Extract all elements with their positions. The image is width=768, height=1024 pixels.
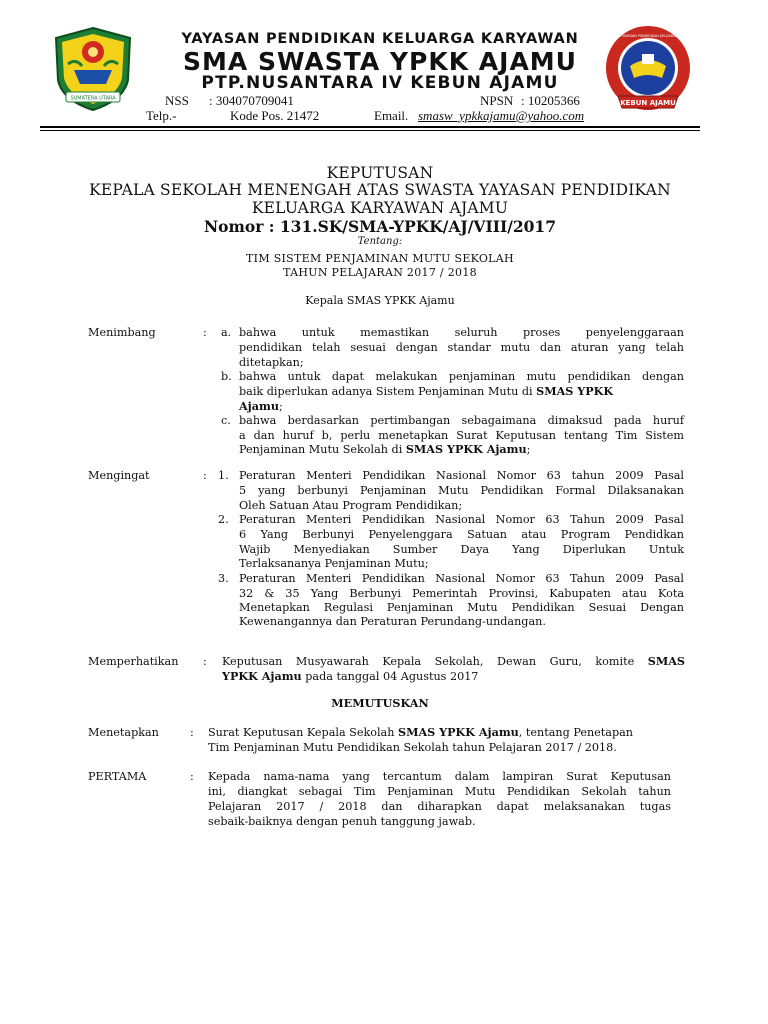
principal-title: Kepala SMAS YPKK Ajamu: [305, 294, 455, 307]
email-link[interactable]: smasw_ypkkajamu@yahoo.com: [418, 108, 585, 123]
provincial-emblem-logo: [46, 22, 140, 114]
left-logo-banner: SUMATERA UTARA: [70, 95, 116, 102]
memperhatikan-line1-text: Keputusan Musyawarah Kepala Sekolah, Dewan Guru, komite: [222, 655, 648, 668]
mengingat-2-line4: Terlaksananya Penjaminan Mutu;: [239, 557, 429, 570]
school-name: SMA SWASTA YPKK AJAMU: [183, 47, 577, 76]
menetapkan-line1a: Surat Keputusan Kepala Sekolah: [208, 726, 398, 739]
pertama-line3: Pelajaran 2017 / 2018 dan diharapkan dapat melaksanakan tugas: [208, 800, 671, 813]
letterhead-thick-rule: [40, 126, 700, 128]
menimbang-b-line3: [239, 399, 283, 414]
mengingat-2-line1: Peraturan Menteri Pendidikan Nasional Nomor 63 Tahun 2009 Pasal: [239, 513, 684, 526]
menimbang-marker-b: b.: [221, 370, 232, 383]
memperhatikan-smas-bold: SMAS: [647, 654, 685, 668]
menimbang-c-semicolon: ;: [526, 443, 531, 456]
decree-heading: KEPUTUSAN: [326, 164, 434, 182]
menimbang-c-line3-text: Penjaminan Mutu Sekolah di: [239, 443, 406, 456]
school-seal-logo: [596, 24, 700, 116]
right-logo-ring-text: SMA SWASTA YAYASAN PENDIDIKAN KELUARGA KARYAWAN: [598, 34, 698, 38]
mengingat-marker-3: 3.: [218, 572, 229, 585]
mengingat-colon: :: [203, 469, 207, 482]
mengingat-2-line3: Wajib Menyediakan Sumber Daya Yang Diperlukan Untuk: [239, 543, 684, 556]
menimbang-b-semicolon: ;: [278, 400, 283, 413]
mengingat-3-line3: Menetapkan Regulasi Penjaminan Mutu Pendidikan Sesuai Dengan: [239, 601, 684, 614]
postal-code: Kode Pos. 21472: [230, 108, 320, 123]
menimbang-a-line3: ditetapkan;: [239, 356, 304, 369]
memperhatikan-colon: :: [203, 655, 207, 668]
decree-subject-line2: TAHUN PELAJARAN 2017 / 2018: [283, 266, 477, 279]
mengingat-3-line4: Kewenangannya dan Peraturan Perundang-undangan.: [239, 615, 546, 628]
menimbang-marker-c: c.: [221, 414, 231, 427]
menetapkan-school-bold: SMAS YPKK Ajamu: [397, 725, 519, 739]
npsn-label: NPSN: [480, 93, 514, 108]
pertama-line2: ini, diangkat sebagai Tim Penjaminan Mutu Pendidikan Sekolah tahun: [208, 785, 671, 798]
company-name: PTP.NUSANTARA IV KEBUN AJAMU: [201, 73, 559, 93]
decree-issuer-line1: KEPALA SEKOLAH MENENGAH ATAS SWASTA YAYASAN PENDIDIKAN: [89, 181, 671, 199]
memperhatikan-school-bold: YPKK Ajamu: [222, 669, 302, 683]
menetapkan-line1b: , tentang Penetapan: [518, 726, 633, 739]
npsn-value: : 10205366: [521, 93, 580, 108]
telp-label: Telp.-: [146, 108, 177, 123]
decree-number: Nomor : 131.SK/SMA-YPKK/AJ/VIII/2017: [203, 217, 557, 236]
menimbang-b-line2: [239, 384, 684, 399]
nss-value: : 304070709041: [209, 93, 294, 108]
foundation-name: YAYASAN PENDIDIKAN KELUARGA KARYAWAN: [181, 31, 579, 47]
tentang-label: Tentang:: [357, 236, 403, 247]
menimbang-b-line2-text: baik diperlukan adanya Sistem Penjaminan Mutu di: [239, 385, 537, 398]
menimbang-b-school-bold: SMAS YPKK: [536, 384, 614, 398]
mengingat-marker-1: 1.: [218, 469, 229, 482]
email-label: Email.: [374, 108, 409, 123]
mengingat-marker-2: 2.: [218, 513, 229, 526]
memperhatikan-label: Memperhatikan: [88, 655, 179, 668]
decree-subject-line1: TIM SISTEM PENJAMINAN MUTU SEKOLAH: [246, 252, 514, 265]
menimbang-c-line3: [239, 442, 530, 457]
menimbang-b-ajamu-bold: Ajamu: [239, 399, 279, 413]
pertama-colon: :: [190, 770, 194, 783]
mengingat-3-line1: Peraturan Menteri Pendidikan Nasional Nomor 63 Tahun 2009 Pasal: [239, 572, 684, 585]
mengingat-1-line1: Peraturan Menteri Pendidikan Nasional Nomor 63 tahun 2009 Pasal: [239, 469, 684, 482]
mengingat-3-line2: 32 & 35 Yang Berbunyi Pemerintah Provinsi, Kabupaten atau Kota: [239, 587, 684, 600]
mengingat-label: Mengingat: [88, 469, 150, 482]
menimbang-a-line2: pendidikan telah sesuai dengan standar mutu dan aturan yang telah: [239, 341, 684, 354]
pertama-line1: Kepada nama-nama yang tercantum dalam lampiran Surat Keputusan: [208, 770, 671, 783]
letterhead-thin-rule: [40, 130, 700, 131]
mengingat-1-line3: Oleh Satuan Atau Program Pendidikan;: [239, 499, 463, 512]
menimbang-b-line1: bahwa untuk dapat melakukan penjaminan mutu pendidikan dengan: [239, 370, 684, 383]
memperhatikan-line2: [222, 669, 478, 684]
menetapkan-line2: Tim Penjaminan Mutu Pendidikan Sekolah tahun Pelajaran 2017 / 2018.: [208, 741, 617, 754]
decree-issuer-line2: KELUARGA KARYAWAN AJAMU: [251, 199, 509, 217]
menimbang-label: Menimbang: [88, 326, 156, 339]
menimbang-marker-a: a.: [221, 326, 232, 339]
menimbang-colon: :: [203, 326, 207, 339]
menimbang-c-line1: bahwa berdasarkan pertimbangan sebagaimana dimaksud pada huruf: [239, 414, 684, 427]
menimbang-c-line2: a dan huruf b, perlu menetapkan Surat Keputusan tentang Tim Sistem: [239, 429, 684, 442]
memperhatikan-line1: [222, 654, 685, 669]
menetapkan-colon: :: [190, 726, 194, 739]
menetapkan-label: Menetapkan: [88, 726, 159, 739]
memutuskan-heading: MEMUTUSKAN: [331, 696, 429, 710]
mengingat-2-line2: 6 Yang Berbunyi Penyelenggara Satuan atau Program Pendidkan: [239, 528, 684, 541]
nss-label: NSS: [165, 93, 189, 108]
memperhatikan-line2-text: pada tanggal 04 Agustus 2017: [301, 670, 479, 683]
menimbang-c-school-bold: SMAS YPKK Ajamu: [405, 442, 527, 456]
pertama-line4: sebaik-baiknya dengan penuh tanggung jawab.: [208, 815, 476, 828]
menetapkan-line1: [208, 725, 633, 740]
mengingat-1-line2: 5 yang berbunyi Penjaminan Mutu Pendidikan Formal Dilaksanakan: [239, 484, 684, 497]
menimbang-a-line1: bahwa untuk memastikan seluruh proses penyelenggaraan: [239, 326, 684, 339]
right-logo-banner: KEBUN AJAMU: [620, 99, 676, 107]
pertama-label: PERTAMA: [88, 770, 147, 783]
